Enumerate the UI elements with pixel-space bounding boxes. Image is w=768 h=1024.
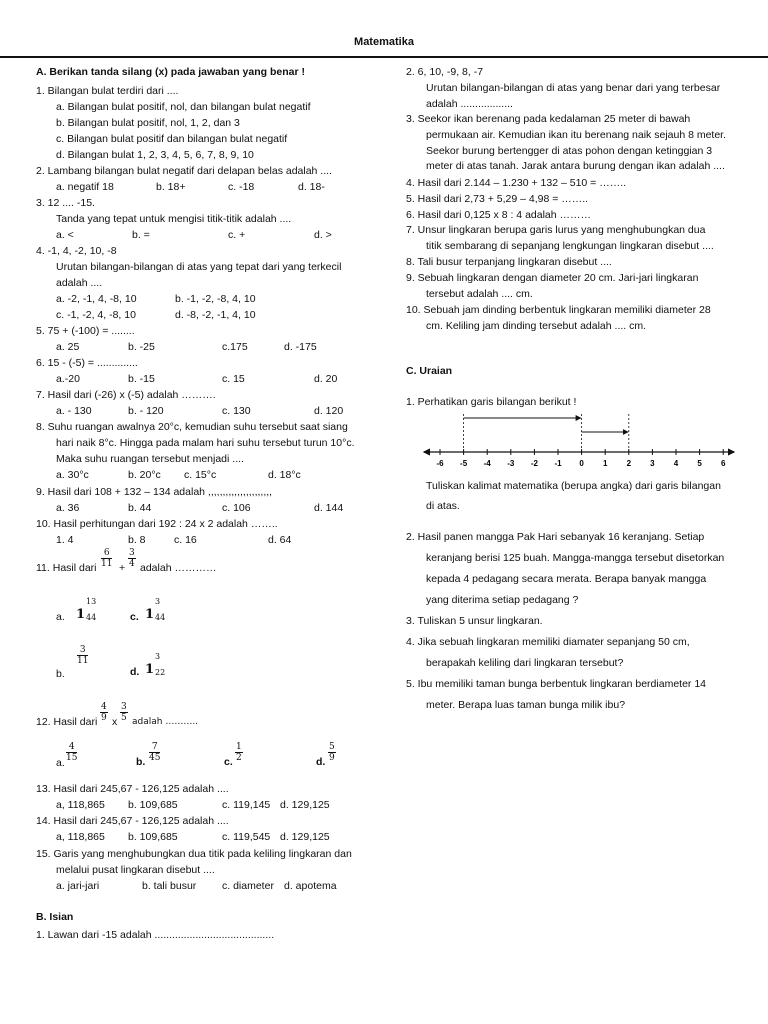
b-q7-line-1: 7. Unsur lingkaran berupa garis lurus yang menghubungkan dua [406,224,706,236]
q4-option-b[interactable]: b. -1, -2, -8, 4, 10 [175,293,256,305]
q1-option-a[interactable]: a. Bilangan bulat positif, nol, dan bilangan bulat negatif [56,101,311,113]
q8-line-1: 8. Suhu ruangan awalnya 20°c, kemudian suhu tersebut saat siang [36,421,348,433]
q12-option-d-label[interactable]: d. [316,756,326,768]
b-q6[interactable]: 6. Hasil dari 0,125 x 8 : 4 adalah ……… [406,209,592,221]
b-q3-line-4[interactable]: meter di atas tanah. Jarak antara burung dengan ikan adalah .... [426,160,725,172]
q12-operator: x [112,716,118,728]
q7-option-d[interactable]: d. 120 [314,405,344,417]
q4-option-c[interactable]: c. -1, -2, 4, -8, 10 [56,309,136,321]
q5-option-d[interactable]: d. -175 [284,341,317,353]
number-line-tick-label: -2 [530,459,538,468]
c-q2-line-3: kepada 4 pedagang secara merata. Berapa banyak mangga [426,573,707,585]
q15-line-2: melalui pusat lingkaran disebut .... [56,864,215,876]
q5-text: 5. 75 + (-100) = ........ [36,325,135,337]
number-line-tick-label: -4 [483,459,491,468]
q5-option-b[interactable]: b. -25 [128,341,155,353]
q4-subtext-2: adalah .... [56,277,103,289]
q5-option-a[interactable]: a. 25 [56,341,80,353]
q10-text: 10. Hasil perhitungan dari 192 : 24 x 2 adalah …….. [36,518,278,530]
q8-option-c[interactable]: c. 15°c [184,469,217,481]
q3-subtext: Tanda yang tepat untuk mengisi titik-titik adalah .... [56,213,292,225]
b-q4[interactable]: 4. Hasil dari 2.144 – 1.230 + 132 – 510 = …….. [406,177,627,189]
header-divider [0,56,768,58]
q6-option-a[interactable]: a.-20 [56,373,80,385]
b-q10-line-1: 10. Sebuah jam dinding berbentuk lingkaran memiliki diameter 28 [406,304,711,316]
b-q7-line-2[interactable]: titik sembarang di sepanjang lengkungan lingkaran disebut .... [426,240,714,252]
q1-text: 1. Bilangan bulat terdiri dari .... [36,85,179,97]
q1-option-c[interactable]: c. Bilangan bulat positif dan bilangan bulat negatif [56,133,288,145]
q4-option-d[interactable]: d. -8, -2, -1, 4, 10 [175,309,256,321]
q8-line-3: Maka suhu ruangan tersebut menjadi .... [56,453,244,465]
q10-option-b[interactable]: b. 8 [128,534,146,546]
q10-option-d[interactable]: d. 64 [268,534,292,546]
q2-option-a[interactable]: a. negatif 18 [56,181,114,193]
c-q2-line-2: keranjang berisi 125 buah. Mangga-mangga tersebut disetorkan [426,552,725,564]
q14-option-a[interactable]: a, 118,865 [56,831,105,843]
q11-suffix: adalah ………… [140,562,217,574]
q15-option-c[interactable]: c. diameter [222,880,274,892]
q6-option-d[interactable]: d. 20 [314,373,338,385]
q2-option-d[interactable]: d. 18- [298,181,325,193]
q11-prefix: 11. Hasil dari [36,562,97,574]
section-a-heading: A. Berikan tanda silang (x) pada jawaban yang benar ! [36,66,305,78]
q9-option-b[interactable]: b. 44 [128,502,152,514]
number-line-tick-label: 1 [602,459,608,468]
q13-option-d[interactable]: d. 129,125 [280,799,330,811]
q6-option-c[interactable]: c. 15 [222,373,245,385]
number-line-tick-label: 0 [579,459,584,468]
q1-option-b[interactable]: b. Bilangan bulat positif, nol, 1, 2, dan 3 [56,117,240,129]
q8-option-a[interactable]: a. 30°c [56,469,89,481]
q10-option-c[interactable]: c. 16 [174,534,197,546]
section-b-heading: B. Isian [36,911,74,923]
q4-text: 4. -1, 4, -2, 10, -8 [36,245,117,257]
q7-option-c[interactable]: c. 130 [222,405,251,417]
number-line-tick-label: -6 [436,459,444,468]
b-q5[interactable]: 5. Hasil dari 2,73 + 5,29 – 4,98 = …….. [406,193,589,205]
number-line-tick-label: -5 [460,459,468,468]
b-q1[interactable]: 1. Lawan dari -15 adalah ......................................... [36,929,275,941]
number-line-tick-label: -1 [554,459,562,468]
c-q5-line-1: 5. Ibu memiliki taman bunga berbentuk lingkaran berdiameter 14 [406,678,707,690]
q1-option-d[interactable]: d. Bilangan bulat 1, 2, 3, 4, 5, 6, 7, 8, 9, 10 [56,149,254,161]
section-c-heading: C. Uraian [406,365,453,377]
q3-option-c[interactable]: c. + [228,229,246,241]
q2-option-c[interactable]: c. -18 [228,181,255,193]
q12-option-a-label[interactable]: a. [56,757,65,769]
q9-option-d[interactable]: d. 144 [314,502,344,514]
q5-option-c[interactable]: c.175 [222,341,248,353]
b-q3-line-2: permukaan air. Kemudian ikan itu berenang naik sejauh 8 meter. [426,129,727,141]
q11-fraction-2: $\frac{3}{4}$ [129,548,135,569]
q12-option-c[interactable]: $\frac{1}{2}$ [236,742,242,763]
b-q3-line-1: 3. Seekor ikan berenang pada kedalaman 25 meter di bawah [406,113,691,125]
q10-option-a[interactable]: 1. 4 [56,534,74,546]
q14-text: 14. Hasil dari 245,67 - 126,125 adalah .... [36,815,229,827]
q9-text: 9. Hasil dari 108 + 132 – 134 adalah ,,,,,,,,,,,,,,,,,,,,,, [36,486,273,498]
q2-option-b[interactable]: b. 18+ [156,181,186,193]
q8-line-2: hari naik 8°c. Hingga pada malam hari suhu tersebut turun 10°c. [56,437,355,449]
number-line-tick-label: 2 [626,459,632,468]
q3-option-a[interactable]: a. < [56,229,74,241]
c-q1-instruction-2[interactable]: di atas. [426,500,460,512]
b-q2-line-3[interactable]: adalah .................. [426,98,513,110]
q12-prefix: 12. Hasil dari [36,716,98,728]
q12-option-b[interactable]: $\frac{7}{45}$ [149,742,161,763]
c-q3[interactable]: 3. Tuliskan 5 unsur lingkaran. [406,615,543,627]
q11-operator: + [119,562,126,574]
q7-option-b[interactable]: b. - 120 [128,405,164,417]
c-q4-line-1: 4. Jika sebuah lingkaran memiliki diamater sepanjang 50 cm, [406,636,690,648]
q12-option-d[interactable]: $\frac{5}{9}$ [329,742,335,763]
q15-option-a[interactable]: a. jari-jari [56,880,100,892]
q15-option-d[interactable]: d. apotema [284,880,337,892]
q7-text: 7. Hasil dari (-26) x (-5) adalah ………. [36,389,216,401]
number-line-tick-label: 6 [720,459,726,468]
number-line-figure [420,412,740,474]
q9-option-c[interactable]: c. 106 [222,502,251,514]
number-line-tick-label: 4 [673,459,679,468]
q12-fraction-1: $\frac{4}{9}$ [101,702,107,723]
q13-option-c[interactable]: c. 119,145 [222,799,271,811]
q12-fraction-2: $\frac{3}{5}$ [121,702,127,723]
q13-option-b[interactable]: b. 109,685 [128,799,178,811]
b-q2-line-2: Urutan bilangan-bilangan di atas yang benar dari yang terbesar [426,82,721,94]
page-title: Matematika [354,36,414,48]
q11-option-b-label[interactable]: b. [56,668,65,680]
worksheet-page: Matematika A. Berikan tanda silang (x) pada jawaban yang benar ! 1. Bilangan bulat terdiri dari .... a. Bilangan bulat positif, nol, dan bilangan bulat negatif b. Bilangan bulat positif, nol, 1, 2, dan 3 c. Bilangan bulat positif dan bilangan bulat negatif d. Bilangan bulat 1, 2, 3, 4, 5, 6, 7, 8, 9, 10 2. Lambang bilangan bulat negatif dari delapan belas adalah .... a. negatif 18 b. 18+ c. -18 d. 18- 3. 12 .... -15. Tanda yang tepat untuk mengisi titik-titik adalah .... a. < b. = c. + d. > 4. -1, 4, -2, 10, -8 Urutan bilangan-bilangan di atas yang tepat dari yang terkecil adalah .... a. -2, -1, 4, -8, 10 b. -1, -2, -8, 4, 10 c. -1, -2, 4, -8, 10 d. -8, -2, -1, 4, 10 5. 75 + (-100) = ........ a. 25 b. -25 c.175 d. -175 6. 15 - (-5) = .............. a.-20 b. -15 c. 15 d. 20 7. Hasil dari (-26) x (-5) adalah ………. a. - 130 b. - 120 c. 130 d. 120 8. Suhu ruangan awalnya 20°c, kemudian suhu tersebut saat siang hari naik 8°c. Hingga pada malam hari suhu tersebut turun 10°c. Maka suhu ruangan tersebut menjadi .... a. 30°c b. 20°c c. 15°c d. 18°c 9. Hasil dari 108 + 132 – 134 adalah ,,,,,,,,,,,,,,,,,,,,,, a. 36 b. 44 c. 106 d. 144 10. Hasil perhitungan dari 192 : 24 x 2 adalah …….. 1. 4 b. 8 c. 16 d. 64 11. Hasil dari $\frac{6}{11}$ + $\frac{3}{4}$ adalah ………… a. 1 13 44 c. 1 3 44 b. $\frac{3}{11}$ d. 1 3 22 12. Hasil dari $\frac{4}{9}$ x $\frac{3}{5}$ adalah ……….. a. $\frac{4}{15}$ b. $\frac{7}{45}$ c. $\frac{1}{2}$ d. $\frac{5}{9}$ 13. Hasil dari 245,67 - 126,125 adalah .... a, 118,865 b. 109,685 c. 119,145 d. 129,125 14. Hasil dari 245,67 - 126,125 adalah .... a, 118,865 b. 109,685 c. 119,545 d. 129,125 15. Garis yang menghubungkan dua titik pada keliling lingkaran dan melalui pusat lingkaran disebut .... a. jari-jari b. tali busur c. diameter d. apotema B. Isian 1. Lawan dari -15 adalah ......................................... 2. 6, 10, -9, 8, -7 Urutan bilangan-bilangan di atas yang benar dari yang terbesar adalah .................. 3. Seekor ikan berenang pada kedalaman 25 meter di bawah permukaan air. Kemudian ikan itu berenang naik sejauh 8 meter. Seekor burung bertengger di atas pohon dengan ketinggian 3 meter di atas tanah. Jarak antara burung dengan ikan adalah .... 4. Hasil dari 2.144 – 1.230 + 132 – 510 = …….. 5. Hasil dari 2,73 + 5,29 – 4,98 = …….. 6. Hasil dari 0,125 x 8 : 4 adalah ……… 7. Unsur lingkaran berupa garis lurus yang menghubungkan dua titik sembarang di sepanjang lengkungan lingkaran disebut .... 8. Tali busur terpanjang lingkaran disebut .... 9. Sebuah lingkaran dengan diameter 20 cm. Jari-jari lingkaran tersebut adalah .... cm. 10. Sebuah jam dinding berbentuk lingkaran memiliki diameter 28 cm. Keliling jam dinding tersebut adalah .... cm. C. Uraian 1. Perhatikan garis bilangan berikut ! -6 -5 -4 -3 -2 -1 0 1 2 3 4 5 6 Tuliskan kalimat matematika (berupa angka) dari garis bilangan di atas. 2. Hasil panen mangga Pak Hari sebanyak 16 keranjang. Setiap keranjang berisi 125 buah. Mangga-mangga tersebut disetorkan kepada 4 pedagang secara merata. Berapa banyak mangga yang diterima setiap pedagang ? 3. Tuliskan 5 unsur lingkaran. 4. Jika sebuah lingkaran memiliki diamater sepanjang 50 cm, berapakah keliling dari lingkaran tersebut? 5. Ibu memiliki taman bunga berbentuk lingkaran berdiameter 14 meter. Berapa luas taman bunga milik ibu? [0,0,768,1024]
number-line-tick-label: 3 [650,459,655,468]
q12-option-a[interactable]: $\frac{4}{15}$ [66,742,78,763]
q4-option-a[interactable]: a. -2, -1, 4, -8, 10 [56,293,137,305]
b-q8[interactable]: 8. Tali busur terpanjang lingkaran disebut .... [406,256,612,268]
q15-line-1: 15. Garis yang menghubungkan dua titik pada keliling lingkaran dan [36,848,352,860]
c-q2-line-1: 2. Hasil panen mangga Pak Hari sebanyak 16 keranjang. Setiap [406,531,705,543]
q12-option-c-label[interactable]: c. [224,756,233,768]
c-q1-text: 1. Perhatikan garis bilangan berikut ! [406,396,577,408]
q11-option-d-label[interactable]: d. [130,666,140,678]
q12-option-b-label[interactable]: b. [136,756,146,768]
q13-text: 13. Hasil dari 245,67 - 126,125 adalah .... [36,783,229,795]
q14-option-c[interactable]: c. 119,545 [222,831,271,843]
b-q2-line-1: 2. 6, 10, -9, 8, -7 [406,66,484,78]
b-q3-line-3: Seekor burung bertengger di atas pohon dengan ketinggian 3 [426,145,713,157]
q8-option-b[interactable]: b. 20°c [128,469,161,481]
number-line-tick-label: 5 [697,459,702,468]
q13-option-a[interactable]: a, 118,865 [56,799,105,811]
b-q9-line-2[interactable]: tersebut adalah .... cm. [426,288,533,300]
q14-option-d[interactable]: d. 129,125 [280,831,330,843]
q3-text: 3. 12 .... -15. [36,197,95,209]
number-line-tick-label: -3 [507,459,515,468]
q6-option-b[interactable]: b. -15 [128,373,155,385]
q11-fraction-1: $\frac{6}{11}$ [101,548,113,569]
q2-text: 2. Lambang bilangan bulat negatif dari delapan belas adalah .... [36,165,332,177]
b-q9-line-1: 9. Sebuah lingkaran dengan diameter 20 cm. Jari-jari lingkaran [406,272,699,284]
q3-option-d[interactable]: d. > [314,229,332,241]
b-q10-line-2[interactable]: cm. Keliling jam dinding tersebut adalah .... cm. [426,320,647,332]
q3-option-b[interactable]: b. = [132,229,150,241]
q11-option-c-label[interactable]: c. [130,611,139,623]
c-q5-line-2[interactable]: meter. Berapa luas taman bunga milik ibu? [426,699,626,711]
q9-option-a[interactable]: a. 36 [56,502,80,514]
q7-option-a[interactable]: a. - 130 [56,405,92,417]
q11-option-a-label[interactable]: a. [56,611,65,623]
q14-option-b[interactable]: b. 109,685 [128,831,178,843]
q4-subtext-1: Urutan bilangan-bilangan di atas yang tepat dari yang terkecil [56,261,342,273]
q15-option-b[interactable]: b. tali busur [142,880,197,892]
c-q1-instruction-1: Tuliskan kalimat matematika (berupa angka) dari garis bilangan [426,480,721,492]
q11-option-b[interactable]: $\frac{3}{11}$ [77,645,89,666]
q6-text: 6. 15 - (-5) = .............. [36,357,138,369]
q12-suffix: adalah ……….. [132,717,199,727]
q8-option-d[interactable]: d. 18°c [268,469,301,481]
c-q4-line-2[interactable]: berapakah keliling dari lingkaran tersebut? [426,657,624,669]
c-q2-line-4[interactable]: yang diterima setiap pedagang ? [426,594,579,606]
